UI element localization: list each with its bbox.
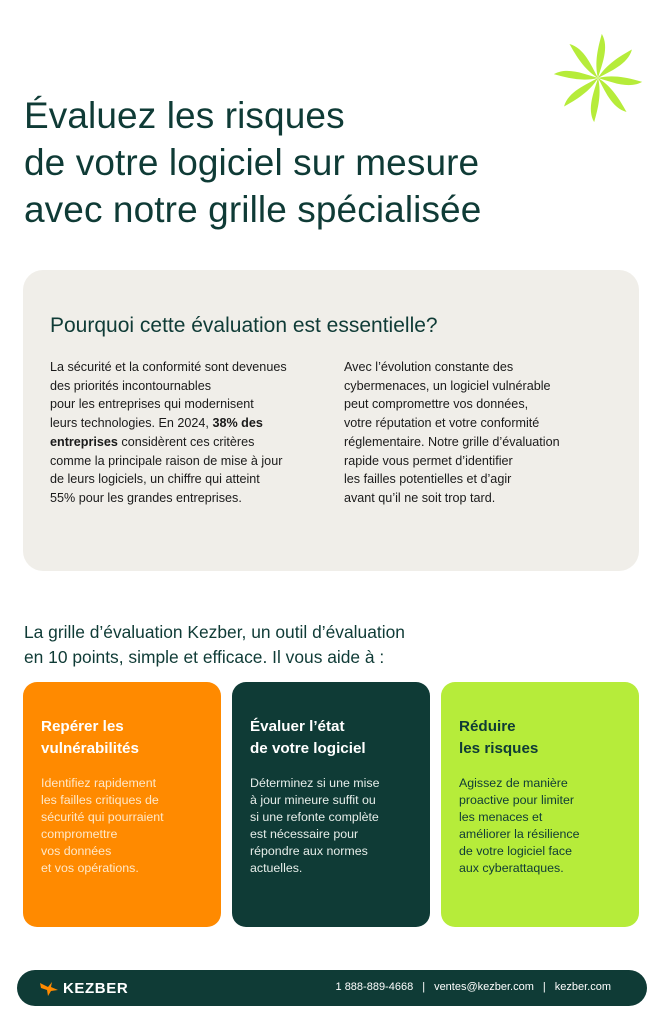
feature-title — [459, 716, 538, 759]
text-line: Évaluer l’état — [250, 718, 345, 735]
text-line: La sécurité et la conformité sont devenues — [50, 360, 287, 374]
text-line: améliorer la résilience — [459, 826, 580, 841]
text-line: et vos opérations. — [41, 860, 139, 875]
text-line: aux cyberattaques. — [459, 860, 564, 875]
why-section-title: Pourquoi cette évaluation est essentielle? — [50, 314, 438, 337]
page-title-line: de votre logiciel sur mesure — [24, 142, 480, 183]
text-line: votre réputation et votre conformité — [344, 416, 540, 431]
text-line: proactive pour limiter — [459, 792, 575, 807]
intro-text — [24, 620, 405, 670]
contact-info — [336, 981, 611, 993]
text-line: en 10 points, simple et efficace. Il vous aide à : — [24, 647, 385, 667]
text-line: à jour mineure suffit ou — [250, 792, 376, 807]
text-line: comme la principale raison de mise à jour — [50, 453, 283, 468]
text-line: Réduire — [459, 718, 516, 735]
text-line: Repérer les — [41, 718, 124, 735]
separator: | — [542, 981, 546, 993]
highlight-stat: entreprises — [50, 434, 118, 449]
text-line: de leurs logiciels, un chiffre qui atteint — [50, 472, 260, 487]
separator: | — [422, 981, 426, 993]
text-line: réglementaire. Notre grille d’évaluation — [344, 434, 560, 449]
text-line: rapide vous permet d’identifier — [344, 453, 513, 468]
feature-description — [250, 775, 379, 876]
text-line: actuelles. — [250, 860, 303, 875]
text-line: est nécessaire pour — [250, 826, 359, 841]
page-title-line: Évaluez les risques — [24, 95, 345, 136]
feature-description — [41, 775, 164, 876]
highlight-stat: 38% des — [212, 416, 263, 431]
text-line: Avec l’évolution constante des — [344, 360, 514, 374]
text-line: peut compromettre vos données, — [344, 397, 529, 412]
text-line: Déterminez si une mise — [250, 776, 380, 790]
email-link[interactable]: ventes@kezber.com — [434, 981, 534, 993]
text-line: cybermenaces, un logiciel vulnérable — [344, 378, 551, 393]
kezber-logo[interactable] — [39, 980, 128, 997]
why-left-paragraph — [50, 358, 287, 508]
text-line: les failles critiques de — [41, 792, 159, 807]
feature-title — [250, 716, 366, 759]
text-run: leurs technologies. En 2024, — [50, 416, 213, 431]
website-link[interactable]: kezber.com — [554, 981, 611, 993]
text-line: les risques — [459, 739, 539, 757]
feature-description — [459, 775, 580, 876]
text-line: de votre logiciel face — [459, 843, 572, 858]
feature-card-vulnerabilities — [23, 682, 221, 927]
kezber-fox-icon — [39, 981, 59, 997]
text-line — [50, 433, 287, 452]
text-line: pour les entreprises qui modernisent — [50, 397, 254, 412]
feature-card-software-state — [232, 682, 430, 927]
text-line: les failles potentielles et d’agir — [344, 472, 512, 487]
text-line: vos données — [41, 843, 112, 858]
footer-bar — [17, 970, 647, 1006]
green-pinwheel-star-icon — [550, 30, 646, 126]
text-line: répondre aux normes — [250, 843, 368, 858]
text-line: si une refonte complète — [250, 809, 379, 824]
text-line: compromettre — [41, 826, 118, 841]
text-line: sécurité qui pourraient — [41, 809, 164, 824]
why-right-paragraph — [344, 358, 560, 508]
text-line: 55% pour les grandes entreprises. — [50, 490, 242, 505]
logo-text: KEZBER — [63, 980, 129, 997]
page-title — [24, 92, 584, 233]
text-line: La grille d’évaluation Kezber, un outil d’évaluation — [24, 622, 405, 642]
feature-title — [41, 716, 139, 759]
text-line: vulnérabilités — [41, 739, 139, 757]
text-run: considèrent ces critères — [117, 434, 255, 449]
text-line — [50, 414, 287, 433]
why-section-card — [23, 270, 639, 571]
page-title-line: avec notre grille spécialisée — [24, 189, 482, 230]
feature-card-reduce-risks — [441, 682, 639, 927]
phone-link[interactable]: 1 888-889-4668 — [335, 981, 414, 993]
text-line: les menaces et — [459, 809, 543, 824]
text-line: de votre logiciel — [250, 739, 366, 757]
text-line: Identifiez rapidement — [41, 776, 157, 790]
text-line: des priorités incontournables — [50, 378, 212, 393]
text-line: avant qu’il ne soit trop tard. — [344, 490, 496, 505]
text-line: Agissez de manière — [459, 776, 568, 790]
